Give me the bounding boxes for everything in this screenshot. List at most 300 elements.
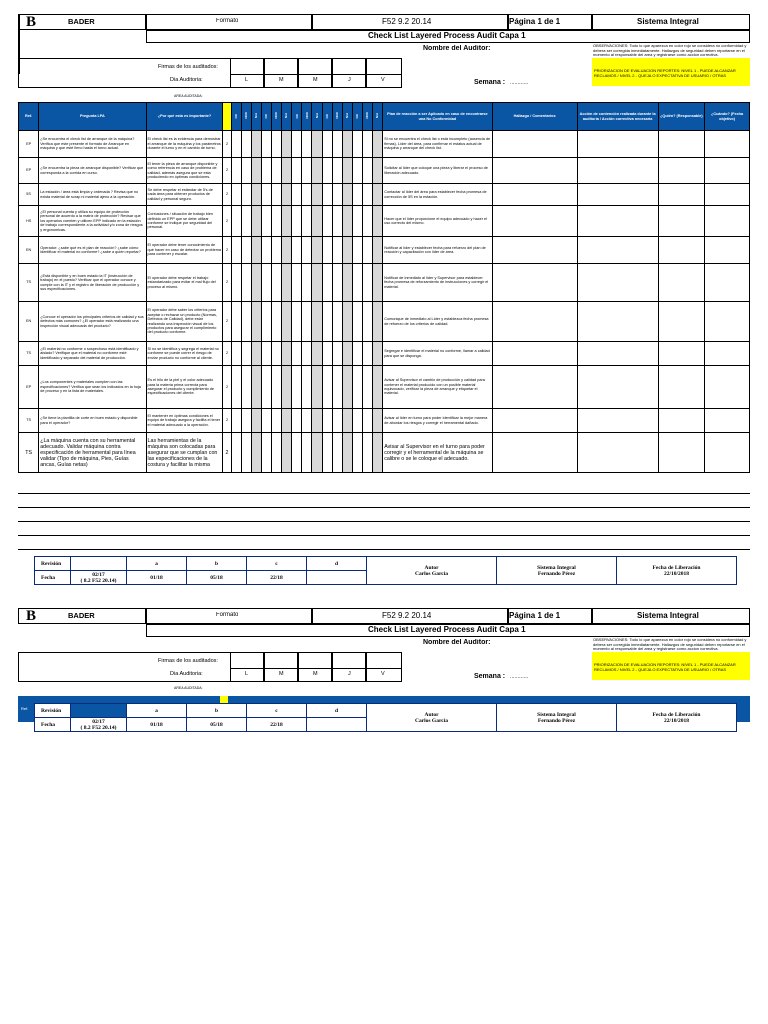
date-first: 02/17 xyxy=(92,571,105,578)
row-action[interactable] xyxy=(577,433,658,473)
check-cell[interactable] xyxy=(352,366,362,409)
check-cell[interactable] xyxy=(312,433,322,473)
check-cell[interactable] xyxy=(282,409,292,433)
check-cell[interactable] xyxy=(251,184,261,206)
check-cell[interactable] xyxy=(363,433,373,473)
row-who[interactable] xyxy=(658,302,705,342)
sub-4: NOK xyxy=(272,103,282,131)
week-value-2: ............ xyxy=(510,674,529,680)
check-cell[interactable] xyxy=(373,433,383,473)
date-label-2: Fecha xyxy=(35,718,71,732)
row-action[interactable] xyxy=(577,206,658,237)
check-cell[interactable] xyxy=(342,366,352,409)
check-cell[interactable] xyxy=(261,409,271,433)
day-col-l-2 xyxy=(230,652,264,682)
row-question: La estación / área está limpia y ordenada ? Revisa que no exista material de scrap ni material ajeno a la operación. xyxy=(39,184,146,206)
check-cell[interactable] xyxy=(292,158,302,184)
check-cell[interactable] xyxy=(352,184,362,206)
check-cell[interactable] xyxy=(272,409,282,433)
row-action[interactable] xyxy=(577,366,658,409)
row-who[interactable] xyxy=(658,131,705,158)
check-cell[interactable] xyxy=(302,237,312,264)
check-cell[interactable] xyxy=(363,409,373,433)
check-cell[interactable] xyxy=(241,158,251,184)
check-cell[interactable] xyxy=(332,433,342,473)
check-cell[interactable] xyxy=(241,264,251,302)
check-cell[interactable] xyxy=(282,342,292,366)
day-col-l xyxy=(230,58,264,88)
check-cell[interactable] xyxy=(241,366,251,409)
check-cell[interactable] xyxy=(272,237,282,264)
row-who[interactable] xyxy=(658,237,705,264)
col-level xyxy=(223,103,231,131)
row-question: ¿Se encuentra la pieza de arranque disponible? Verificar que corresponda a la corrida en curso. xyxy=(39,158,146,184)
row-who[interactable] xyxy=(658,264,705,302)
row-ref: EP xyxy=(19,366,39,409)
check-cell[interactable] xyxy=(363,366,373,409)
check-cell[interactable] xyxy=(282,206,292,237)
row-plan: Solicitar al líder que coloque una pieza y liberar el proceso de liberación adecuado. xyxy=(383,158,492,184)
row-ref: EN xyxy=(19,302,39,342)
blank-line-5 xyxy=(18,549,750,550)
revision-table xyxy=(34,556,737,585)
row-when[interactable] xyxy=(705,264,750,302)
sub-3: OK xyxy=(261,103,271,131)
row-action[interactable] xyxy=(577,184,658,206)
check-cell[interactable] xyxy=(231,433,241,473)
author-cell xyxy=(367,557,497,585)
col-why: ¿Por qué esta es importante? xyxy=(146,103,223,131)
row-when[interactable] xyxy=(705,184,750,206)
check-cell[interactable] xyxy=(241,131,251,158)
check-cell[interactable] xyxy=(261,302,271,342)
check-cell[interactable] xyxy=(231,206,241,237)
sub-9: OK xyxy=(322,103,332,131)
table-row xyxy=(19,366,750,409)
row-when[interactable] xyxy=(705,342,750,366)
row-when[interactable] xyxy=(705,206,750,237)
row-findings[interactable] xyxy=(492,184,577,206)
row-action[interactable] xyxy=(577,131,658,158)
check-cell[interactable] xyxy=(231,237,241,264)
day-col-m2 xyxy=(298,58,332,88)
auditor-label: Nombre del Auditor: xyxy=(423,45,491,52)
check-cell[interactable] xyxy=(231,366,241,409)
observations-note-2: OBSERVACIONES: Todo lo que aparezca en color rojo se considera no conformidad y debera ser corregida inmediatamente. Hallazgos de seguridad deben reportarse en el momento al responsable del area y registrarse como accion correctiva. xyxy=(593,638,747,652)
check-cell[interactable] xyxy=(332,366,342,409)
check-cell[interactable] xyxy=(312,366,322,409)
check-cell[interactable] xyxy=(342,409,352,433)
col-ref: Ref. xyxy=(19,103,39,131)
week-label-2: Semana : xyxy=(474,673,506,680)
day-j-2: J xyxy=(348,671,351,677)
system-name-2: Sistema Integral xyxy=(637,611,699,620)
sub-13: NOK xyxy=(363,103,373,131)
row-action[interactable] xyxy=(577,302,658,342)
date-first-2: 02/17 xyxy=(92,718,105,725)
check-cell[interactable] xyxy=(292,342,302,366)
check-cell[interactable] xyxy=(272,206,282,237)
check-cell[interactable] xyxy=(352,237,362,264)
priority-text-2: PRIORIZACION DE EVALUACION REPORTES: NIVEL 1 - PUEDE ALCANZAR RECLAMOS / NIVEL 2 - QUEJA O EXPECTATIVA DE USUARIO / OTRAS xyxy=(594,663,736,672)
check-cell[interactable] xyxy=(352,302,362,342)
check-cell[interactable] xyxy=(363,264,373,302)
check-cell[interactable] xyxy=(231,342,241,366)
check-cell[interactable] xyxy=(363,131,373,158)
company-name-2: BADER xyxy=(68,611,95,620)
check-cell[interactable] xyxy=(332,184,342,206)
blank-line-3 xyxy=(18,521,750,522)
check-cell[interactable] xyxy=(251,409,261,433)
blank-line-1 xyxy=(18,493,750,494)
check-cell[interactable] xyxy=(332,131,342,158)
row-level: 2 xyxy=(223,184,231,206)
check-cell[interactable] xyxy=(251,264,261,302)
check-cell[interactable] xyxy=(272,433,282,473)
lpa-table xyxy=(18,102,750,473)
release-cell xyxy=(617,557,737,585)
row-question: ¿El personal cuenta y utiliza su equipo de protección personal de acuerdo a la matriz de protección? Revisar que los operarios cuenten y utilicen EPP indicado en la estación de trabajo correspondiente a la actividad y/o zona de riesgos y ergonomicas. xyxy=(39,206,146,237)
check-cell[interactable] xyxy=(342,342,352,366)
check-cell[interactable] xyxy=(322,237,332,264)
check-cell[interactable] xyxy=(312,342,322,366)
blank-line-4 xyxy=(18,535,750,536)
sys-cell xyxy=(497,557,617,585)
check-cell[interactable] xyxy=(261,131,271,158)
check-cell[interactable] xyxy=(302,342,312,366)
check-cell[interactable] xyxy=(251,366,261,409)
row-why: Contusiones / situación de trabajo bien definido un EPP que se debe utilizar conforme se indique por seguridad del personal. xyxy=(146,206,223,237)
check-cell[interactable] xyxy=(272,131,282,158)
check-cell[interactable] xyxy=(261,206,271,237)
row-when[interactable] xyxy=(705,237,750,264)
check-cell[interactable] xyxy=(241,342,251,366)
row-findings[interactable] xyxy=(492,409,577,433)
check-cell[interactable] xyxy=(231,184,241,206)
check-cell[interactable] xyxy=(312,184,322,206)
check-cell[interactable] xyxy=(282,433,292,473)
check-cell[interactable] xyxy=(282,302,292,342)
check-cell[interactable] xyxy=(282,184,292,206)
row-why: Es el hilo de la piel y el color adecuado para la materia prima correcta para asegurar el producto y cumplimiento de especificaciones del cliente. xyxy=(146,366,223,409)
check-cell[interactable] xyxy=(292,264,302,302)
row-findings[interactable] xyxy=(492,342,577,366)
form-sheet-1 xyxy=(18,14,750,604)
row-who[interactable] xyxy=(658,433,705,473)
check-cell[interactable] xyxy=(322,366,332,409)
row-plan: Avisar al Supervisor en el turno para poder corregir y el herramental de la máquina se calibre o se le coloque el adecuado. xyxy=(383,433,492,473)
check-cell[interactable] xyxy=(282,366,292,409)
row-when[interactable] xyxy=(705,433,750,473)
sys-label-2: Sistema Integral xyxy=(537,711,576,718)
check-cell[interactable] xyxy=(231,158,241,184)
check-cell[interactable] xyxy=(312,302,322,342)
check-cell[interactable] xyxy=(241,206,251,237)
row-who[interactable] xyxy=(658,409,705,433)
check-cell[interactable] xyxy=(261,184,271,206)
check-cell[interactable] xyxy=(332,409,342,433)
check-cell[interactable] xyxy=(322,264,332,302)
row-findings[interactable] xyxy=(492,131,577,158)
check-cell[interactable] xyxy=(363,237,373,264)
check-cell[interactable] xyxy=(302,366,312,409)
check-cell[interactable] xyxy=(302,131,312,158)
check-cell[interactable] xyxy=(342,433,352,473)
row-findings[interactable] xyxy=(492,158,577,184)
sys-label: Sistema Integral xyxy=(537,564,576,571)
check-cell[interactable] xyxy=(373,366,383,409)
check-cell[interactable] xyxy=(352,433,362,473)
check-cell[interactable] xyxy=(292,237,302,264)
sub-1: NOK xyxy=(241,103,251,131)
check-cell[interactable] xyxy=(261,342,271,366)
check-cell[interactable] xyxy=(312,409,322,433)
row-question: ¿Está disponible y en buen estado la IT (instrucción de trabajo) en el puesto? Verificar que el operador conoce y cumple con la IT y el registro de liberación de producción y sus especificaciones. xyxy=(39,264,146,302)
check-cell[interactable] xyxy=(251,206,261,237)
system-name: Sistema Integral xyxy=(637,17,699,26)
sub-12: OK xyxy=(352,103,362,131)
check-cell[interactable] xyxy=(292,433,302,473)
check-cell[interactable] xyxy=(241,237,251,264)
row-findings[interactable] xyxy=(492,366,577,409)
check-cell[interactable] xyxy=(373,302,383,342)
check-cell[interactable] xyxy=(373,409,383,433)
check-cell[interactable] xyxy=(272,366,282,409)
check-cell[interactable] xyxy=(272,158,282,184)
check-cell[interactable] xyxy=(363,184,373,206)
row-ref: TS xyxy=(19,264,39,302)
day-m2-2: M xyxy=(313,671,318,677)
check-cell[interactable] xyxy=(322,206,332,237)
row-findings[interactable] xyxy=(492,237,577,264)
check-cell[interactable] xyxy=(302,264,312,302)
row-question: ¿Los componentes y materiales cumplen con las especificaciones? Verifica que sean los indicados en la hoja de proceso y en la lista de materiales. xyxy=(39,366,146,409)
check-cell[interactable] xyxy=(352,158,362,184)
check-cell[interactable] xyxy=(261,366,271,409)
check-cell[interactable] xyxy=(373,131,383,158)
table-row xyxy=(19,131,750,158)
row-ref: EN xyxy=(19,237,39,264)
row-when[interactable] xyxy=(705,158,750,184)
check-cell[interactable] xyxy=(352,264,362,302)
check-cell[interactable] xyxy=(241,184,251,206)
check-cell[interactable] xyxy=(251,158,261,184)
check-cell[interactable] xyxy=(322,302,332,342)
check-cell[interactable] xyxy=(373,237,383,264)
check-cell[interactable] xyxy=(373,264,383,302)
check-cell[interactable] xyxy=(241,433,251,473)
row-findings[interactable] xyxy=(492,206,577,237)
check-cell[interactable] xyxy=(342,184,352,206)
check-cell[interactable] xyxy=(241,409,251,433)
day-label-2: Dia Auditoria: xyxy=(170,671,203,677)
rev-label-2: Revisión xyxy=(35,704,71,718)
table-row xyxy=(19,206,750,237)
table-row xyxy=(19,302,750,342)
form-code-2: F52 9.2 20.14 xyxy=(382,611,432,620)
row-action[interactable] xyxy=(577,237,658,264)
check-cell[interactable] xyxy=(332,342,342,366)
check-cell[interactable] xyxy=(261,237,271,264)
check-cell[interactable] xyxy=(342,131,352,158)
check-cell[interactable] xyxy=(322,342,332,366)
table-row xyxy=(19,409,750,433)
check-cell[interactable] xyxy=(292,302,302,342)
check-cell[interactable] xyxy=(302,302,312,342)
check-cell[interactable] xyxy=(282,131,292,158)
check-cell[interactable] xyxy=(231,131,241,158)
check-cell[interactable] xyxy=(312,131,322,158)
sub-10: NOK xyxy=(332,103,342,131)
check-cell[interactable] xyxy=(292,131,302,158)
row-who[interactable] xyxy=(658,366,705,409)
row-who[interactable] xyxy=(658,342,705,366)
check-cell[interactable] xyxy=(261,264,271,302)
check-cell[interactable] xyxy=(342,302,352,342)
check-cell[interactable] xyxy=(292,184,302,206)
check-cell[interactable] xyxy=(231,302,241,342)
week-value: ............ xyxy=(510,80,529,86)
check-cell[interactable] xyxy=(322,131,332,158)
check-cell[interactable] xyxy=(251,342,261,366)
check-cell[interactable] xyxy=(241,302,251,342)
check-cell[interactable] xyxy=(312,206,322,237)
check-cell[interactable] xyxy=(373,206,383,237)
row-when[interactable] xyxy=(705,131,750,158)
check-cell[interactable] xyxy=(292,366,302,409)
check-cell[interactable] xyxy=(322,433,332,473)
row-when[interactable] xyxy=(705,409,750,433)
author-name-2: Carlos Garcia xyxy=(414,717,449,724)
check-cell[interactable] xyxy=(302,206,312,237)
row-when[interactable] xyxy=(705,302,750,342)
rev-col-a-2: a xyxy=(127,704,187,718)
check-cell[interactable] xyxy=(322,158,332,184)
row-action[interactable] xyxy=(577,158,658,184)
week-label: Semana : xyxy=(474,79,506,86)
check-cell[interactable] xyxy=(272,302,282,342)
date-c-2: 22/18 xyxy=(247,718,307,732)
row-level: 2 xyxy=(223,342,231,366)
check-cell[interactable] xyxy=(272,342,282,366)
area-label: AREA AUDITADA: xyxy=(174,94,203,98)
row-level: 2 xyxy=(223,206,231,237)
row-plan: Contactar al líder del área para establecer fecha promesa de corrección de 5S en la estación. xyxy=(383,184,492,206)
revision-table-2 xyxy=(34,703,737,732)
check-cell[interactable] xyxy=(352,131,362,158)
check-cell[interactable] xyxy=(282,237,292,264)
sys-cell-2 xyxy=(497,704,617,732)
check-cell[interactable] xyxy=(373,158,383,184)
check-cell[interactable] xyxy=(261,433,271,473)
observations-note: OBSERVACIONES: Todo lo que aparezca en color rojo se considera no conformidad y debera ser corregida inmediatamente. Hallazgos de seguridad deben reportarse en el momento al responsable del area y registrarse como accion correctiva. xyxy=(593,44,747,58)
row-level: 2 xyxy=(223,366,231,409)
check-cell[interactable] xyxy=(261,158,271,184)
check-cell[interactable] xyxy=(363,302,373,342)
check-cell[interactable] xyxy=(332,158,342,184)
check-cell[interactable] xyxy=(231,409,241,433)
col-findings: Hallazgo / Comentarios xyxy=(492,103,577,131)
check-cell[interactable] xyxy=(342,158,352,184)
check-cell[interactable] xyxy=(363,342,373,366)
row-who[interactable] xyxy=(658,184,705,206)
check-cell[interactable] xyxy=(302,158,312,184)
row-action[interactable] xyxy=(577,409,658,433)
row-who[interactable] xyxy=(658,206,705,237)
check-cell[interactable] xyxy=(302,433,312,473)
release-label-2: Fecha de Liberación xyxy=(652,711,701,718)
row-who[interactable] xyxy=(658,158,705,184)
check-cell[interactable] xyxy=(363,158,373,184)
check-cell[interactable] xyxy=(251,131,261,158)
check-cell[interactable] xyxy=(342,237,352,264)
check-cell[interactable] xyxy=(272,264,282,302)
sub-8: N/A xyxy=(312,103,322,131)
row-action[interactable] xyxy=(577,342,658,366)
col-question: Pregunta LPA xyxy=(39,103,146,131)
check-cell[interactable] xyxy=(292,206,302,237)
row-level: 2 xyxy=(223,158,231,184)
release-label: Fecha de Liberación xyxy=(652,564,701,571)
check-cell[interactable] xyxy=(292,409,302,433)
check-cell[interactable] xyxy=(251,433,261,473)
check-cell[interactable] xyxy=(282,264,292,302)
row-action[interactable] xyxy=(577,264,658,302)
check-cell[interactable] xyxy=(363,206,373,237)
row-question: Operador: ¿sabe qué es el plan de reacción? ¿sabe cómo identificar el material no conforme? ¿sabe a quién reportar? xyxy=(39,237,146,264)
check-cell[interactable] xyxy=(312,264,322,302)
check-cell[interactable] xyxy=(332,302,342,342)
check-cell[interactable] xyxy=(312,158,322,184)
check-cell[interactable] xyxy=(322,184,332,206)
row-findings[interactable] xyxy=(492,302,577,342)
check-cell[interactable] xyxy=(342,264,352,302)
check-cell[interactable] xyxy=(302,184,312,206)
check-cell[interactable] xyxy=(373,342,383,366)
sub-14: N/A xyxy=(373,103,383,131)
check-cell[interactable] xyxy=(332,264,342,302)
form-sheet-2 xyxy=(18,608,750,1024)
company-logo: B xyxy=(26,14,37,30)
row-level: 2 xyxy=(223,433,231,473)
check-cell[interactable] xyxy=(332,206,342,237)
check-cell[interactable] xyxy=(373,184,383,206)
check-cell[interactable] xyxy=(352,342,362,366)
check-cell[interactable] xyxy=(342,206,352,237)
row-why: El mantener en óptimas condiciones el equipo de trabajo asegura y facilita el tener el material adecuado a la operación. xyxy=(146,409,223,433)
row-findings[interactable] xyxy=(492,264,577,302)
check-cell[interactable] xyxy=(272,184,282,206)
row-why: Las herramientas de la máquina son colocadas para asegurar que se cumplan con las especificaciones de la costura y facilitar la misma xyxy=(146,433,223,473)
check-cell[interactable] xyxy=(322,409,332,433)
row-findings[interactable] xyxy=(492,433,577,473)
check-cell[interactable] xyxy=(231,264,241,302)
row-plan: Si no se encuentra el check list o está incompleto (ausencia de firmas), Líder del área, para confirmar el estatus actual de máquina y arranque del check list. xyxy=(383,131,492,158)
check-cell[interactable] xyxy=(282,158,292,184)
rev-col-d-2: d xyxy=(307,704,367,718)
check-cell[interactable] xyxy=(352,206,362,237)
check-cell[interactable] xyxy=(332,237,342,264)
check-cell[interactable] xyxy=(251,302,261,342)
row-plan: Comunique de inmediato al Líder y establezca fecha promesa de refuerzo de los criterios de calidad. xyxy=(383,302,492,342)
check-cell[interactable] xyxy=(251,237,261,264)
check-cell[interactable] xyxy=(352,409,362,433)
row-when[interactable] xyxy=(705,366,750,409)
check-cell[interactable] xyxy=(312,237,322,264)
row-question: ¿Se tiene la plantilla de corte en buen estado y disponible para el operador? xyxy=(39,409,146,433)
check-cell[interactable] xyxy=(302,409,312,433)
row-ref: EP xyxy=(19,158,39,184)
